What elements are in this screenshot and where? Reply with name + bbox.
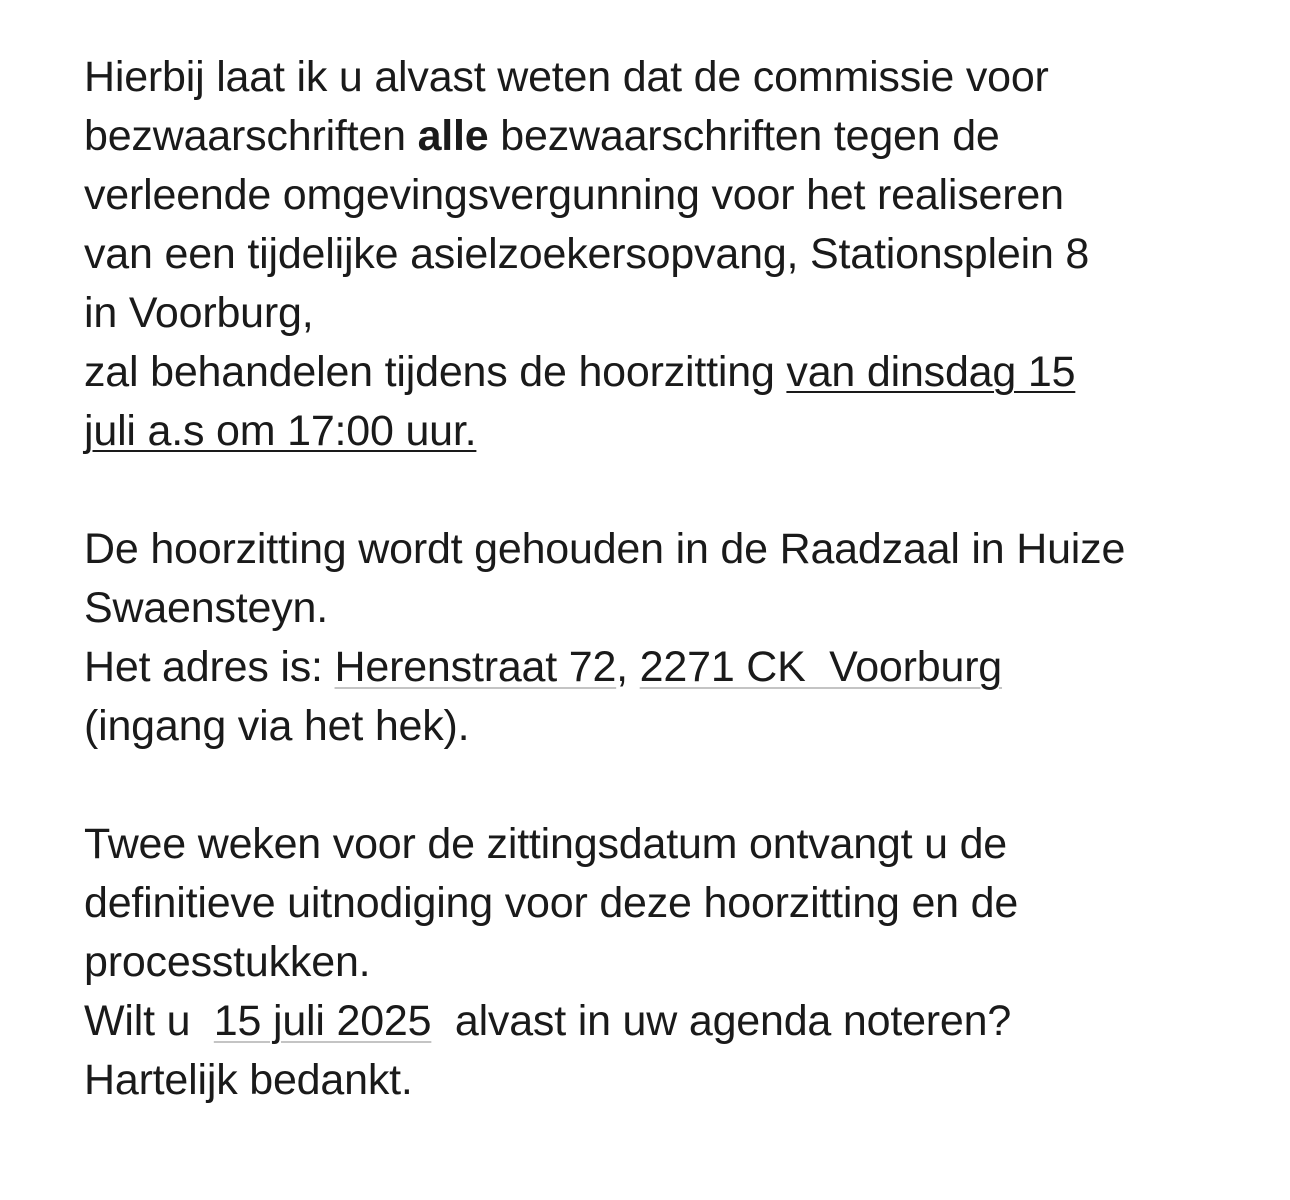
- text-line: Swaensteyn.: [84, 584, 329, 632]
- text-segment: bezwaarschriften tegen de: [488, 112, 1000, 160]
- text-line: [84, 402, 1264, 461]
- address-postcode-link[interactable]: 2271 CK Voorburg: [639, 643, 1003, 691]
- text-segment: bezwaarschriften: [84, 112, 418, 160]
- text-line: [84, 992, 1264, 1051]
- text-line: [84, 343, 1264, 402]
- text-line: De hoorzitting wordt gehouden in de Raadzaal in Huize: [84, 525, 1126, 573]
- text-line: in Voorburg,: [84, 289, 314, 337]
- paragraph-invitation: [84, 815, 1264, 1110]
- text-line: [84, 638, 1264, 697]
- paragraph-gap: [84, 461, 1264, 520]
- address-street-link[interactable]: Herenstraat 72: [334, 643, 617, 691]
- underlined-hearing-time: juli a.s om 17:00 uur.: [84, 407, 477, 455]
- text-line: Hierbij laat ik u alvast weten dat de commissie voor: [84, 53, 1049, 101]
- text-segment: alvast in uw agenda noteren?: [431, 997, 1012, 1045]
- paragraph-gap: [84, 756, 1264, 815]
- text-line: definitieve uitnodiging voor deze hoorzitting en de: [84, 879, 1019, 927]
- text-line: Hartelijk bedankt.: [84, 1056, 413, 1104]
- text-line: [84, 107, 1264, 166]
- calendar-date-link[interactable]: 15 juli 2025: [213, 997, 432, 1045]
- text-segment: zal behandelen tijdens de hoorzitting: [84, 348, 787, 396]
- text-line: Twee weken voor de zittingsdatum ontvangt u de: [84, 820, 1008, 868]
- text-line: (ingang via het hek).: [84, 702, 470, 750]
- text-line: van een tijdelijke asielzoekersopvang, Stationsplein 8: [84, 230, 1090, 278]
- text-segment: Het adres is:: [84, 643, 335, 691]
- underlined-hearing-date: van dinsdag 15: [786, 348, 1076, 396]
- paragraph-location: [84, 520, 1264, 756]
- bold-word-alle: alle: [417, 112, 489, 160]
- message-body: [84, 48, 1264, 1110]
- text-segment: ,: [616, 643, 640, 691]
- paragraph-hearing-announcement: [84, 48, 1264, 461]
- text-line: processtukken.: [84, 938, 371, 986]
- text-line: verleende omgevingsvergunning voor het realiseren: [84, 171, 1064, 219]
- text-segment: Wilt u: [84, 997, 214, 1045]
